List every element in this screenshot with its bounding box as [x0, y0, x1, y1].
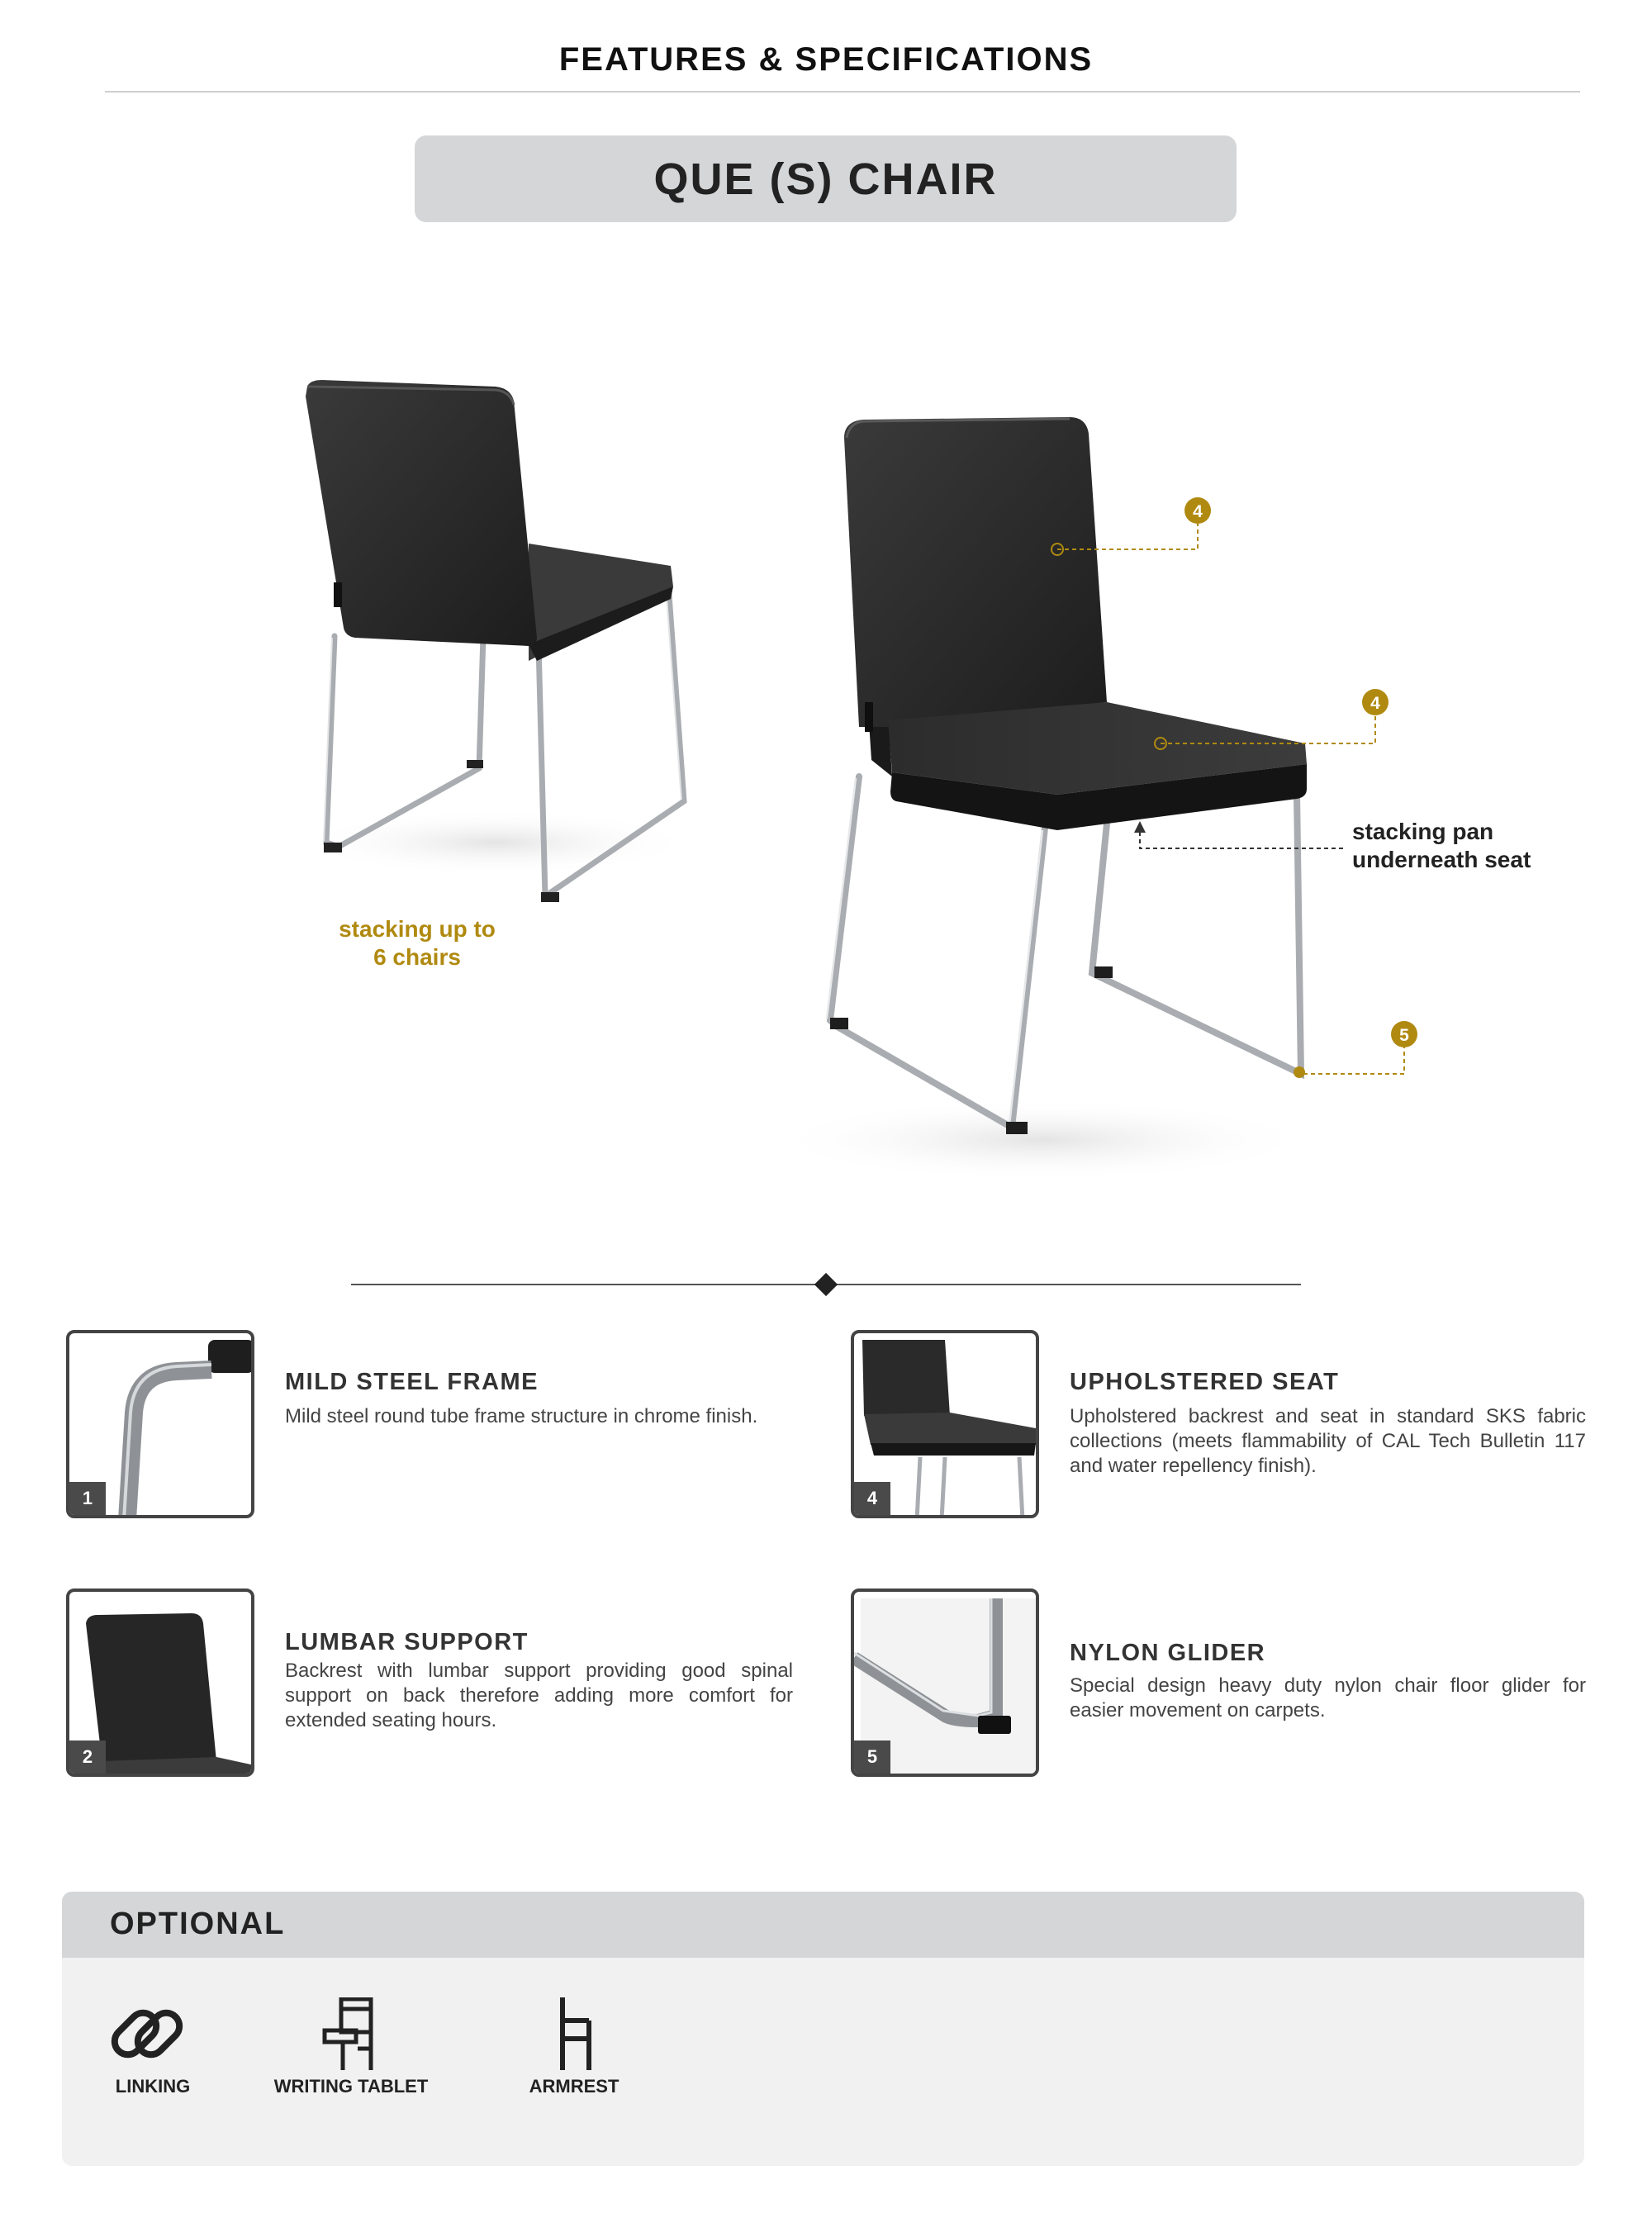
optional-item-label: WRITING TABLET: [273, 2076, 429, 2097]
feature-number-badge: 1: [69, 1482, 106, 1515]
stacking-callout-line1: stacking up to: [339, 916, 496, 942]
feature-image-frame: [851, 1589, 1039, 1777]
chair-illustrations: [0, 314, 1652, 1190]
optional-item-armrest: [483, 1997, 665, 2097]
optional-panel: [62, 1892, 1584, 2166]
writing-tablet-icon: [260, 1997, 442, 2072]
marker-seat-number: 4: [1370, 694, 1380, 713]
marker-badge-seat: [1362, 689, 1389, 715]
marker-back-number: 4: [1193, 502, 1203, 521]
stacking-callout: [314, 915, 520, 971]
page-title: FEATURES & SPECIFICATIONS: [558, 41, 1094, 78]
armrest-icon: [483, 1997, 665, 2072]
stacking-pan-callout: [1352, 818, 1531, 874]
feature-description: Mild steel round tube frame structure in chrome finish.: [285, 1405, 758, 1427]
chair-rear-view: [297, 380, 694, 902]
feature-number-badge: 2: [69, 1740, 106, 1774]
feature-number-badge: 4: [854, 1482, 890, 1515]
stacking-pan-line1: stacking pan: [1352, 819, 1494, 844]
feature-title: LUMBAR SUPPORT: [285, 1629, 529, 1655]
optional-item-linking: [62, 1997, 244, 2097]
optional-title: OPTIONAL: [110, 1907, 286, 1941]
optional-item-label: LINKING: [115, 2076, 191, 2097]
stacking-pan-line2: underneath seat: [1352, 847, 1531, 872]
feature-title: NYLON GLIDER: [1070, 1640, 1266, 1666]
section-divider: [351, 1272, 1301, 1297]
chair-front-view: [768, 417, 1313, 1181]
feature-image-frame: [851, 1330, 1039, 1518]
header-divider: [105, 91, 1580, 93]
marker-badge-glider: [1391, 1021, 1417, 1047]
feature-description: Special design heavy duty nylon chair floor glider for easier movement on carpets.: [1070, 1674, 1586, 1721]
marker-glider-number: 5: [1399, 1026, 1409, 1045]
feature-image-frame: [66, 1330, 254, 1518]
product-title: QUE (S) CHAIR: [415, 135, 1237, 222]
feature-title: UPHOLSTERED SEAT: [1070, 1369, 1340, 1395]
link-icon: [62, 1997, 244, 2072]
feature-description: Upholstered backrest and seat in standard SKS fabric collections (meets flammability of CAL Tech Bulletin 117 and water repellency finish).: [1070, 1405, 1586, 1477]
feature-title: MILD STEEL FRAME: [285, 1369, 539, 1395]
optional-item-writing-tablet: [260, 1997, 442, 2097]
feature-image-frame: [66, 1589, 254, 1777]
feature-number-badge: 5: [854, 1740, 890, 1774]
stacking-callout-line2: 6 chairs: [373, 944, 461, 970]
marker-badge-back: [1184, 497, 1211, 524]
optional-item-label: ARMREST: [529, 2076, 620, 2097]
feature-description: Backrest with lumbar support providing good spinal support on back therefore adding more comfort for extended seating hours.: [285, 1660, 793, 1731]
optional-header: [62, 1892, 1584, 1958]
